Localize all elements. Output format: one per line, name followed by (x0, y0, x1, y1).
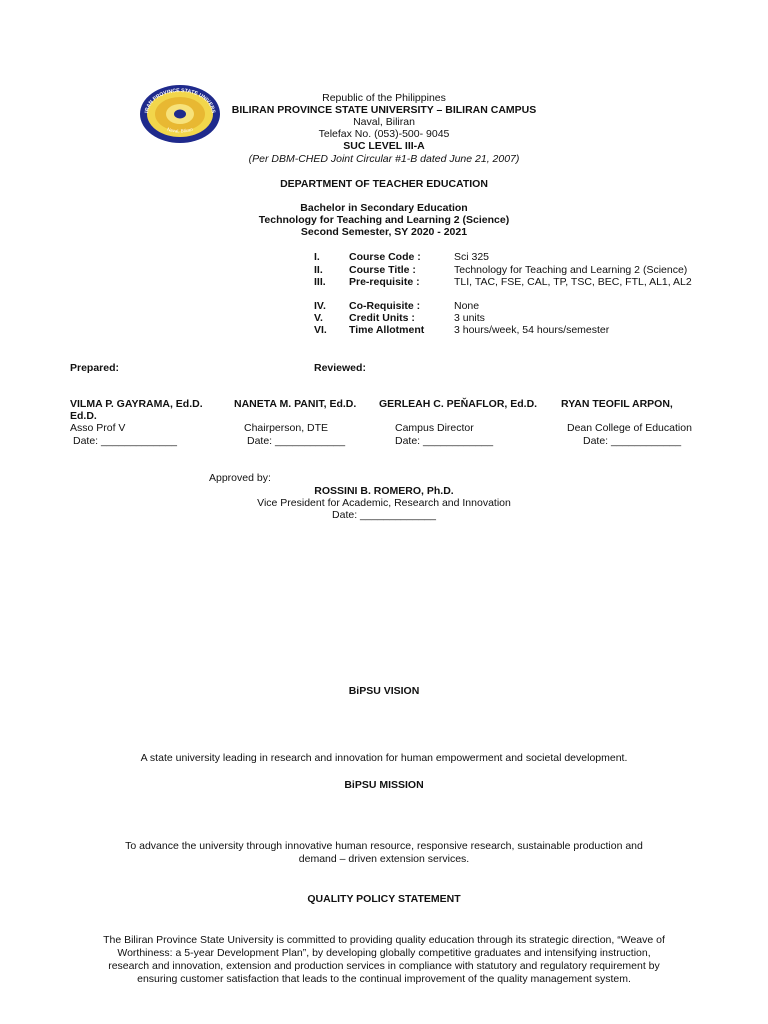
quality-text-line3: research and innovation, extension and production services in compliance with statutory and regulatory requirement by (108, 960, 660, 972)
date-line: Date: ____________ (247, 435, 346, 447)
signatory-title: Campus Director (395, 422, 474, 434)
date-line: Date: _____________ (73, 435, 177, 447)
row-label: Course Code : (349, 251, 421, 263)
course-row-time-allotment (314, 324, 734, 336)
vision-text: A state university leading in research and innovation for human empowerment and societal development. (140, 752, 628, 764)
row-number: V. (314, 312, 323, 324)
prepared-label: Prepared: (70, 362, 120, 374)
vision-heading: BiPSU VISION (348, 685, 420, 697)
svg-text:BILIRAN PROVINCE STATE UNIVERS: IRAN PROVINCE STATE UNIVERS (144, 87, 217, 114)
mission-text-line1: To advance the university through innovative human resource, responsive research, sustainable production and (125, 840, 643, 852)
quality-text-line4: ensuring customer satisfaction that leads to the continual improvement of the quality management system. (137, 973, 631, 985)
row-value: TLI, TAC, FSE, CAL, TP, TSC, BEC, FTL, AL1, AL2 (454, 276, 692, 288)
row-value: Technology for Teaching and Learning 2 (Science) (454, 264, 688, 276)
signatory-title: Dean College of Education (567, 422, 692, 434)
row-label: Course Title : (349, 264, 416, 276)
header-location: Naval, Biliran (353, 116, 415, 128)
row-number: III. (314, 276, 326, 288)
course-row-title (314, 264, 734, 276)
date-line: Date: _____________ (332, 509, 436, 521)
approved-label: Approved by: (209, 472, 271, 484)
signatory-title: Chairperson, DTE (244, 422, 329, 434)
header-suc-level: SUC LEVEL III-A (343, 140, 425, 152)
row-number: IV. (314, 300, 326, 312)
row-label: Time Allotment (349, 324, 425, 336)
row-label: Pre-requisite : (349, 276, 420, 288)
program-title: Bachelor in Secondary Education (300, 202, 468, 214)
signatory-name: RYAN TEOFIL ARPON, (561, 398, 673, 410)
row-label: Co-Requisite : (349, 300, 421, 312)
header-telefax: Telefax No. (053)-500- 9045 (318, 128, 450, 140)
row-value: None (454, 300, 480, 312)
course-row-credit-units (314, 312, 734, 324)
course-row-code (314, 251, 734, 263)
svg-text:Naval, Biliran: Naval, Biliran (166, 126, 194, 134)
course-row-prerequisite (314, 276, 734, 288)
course-row-corequisite (314, 300, 734, 312)
signatory-name: NANETA M. PANIT, Ed.D. (234, 398, 357, 410)
row-value: Sci 325 (454, 251, 490, 263)
signatory-title: Asso Prof V (70, 422, 126, 434)
quality-heading: QUALITY POLICY STATEMENT (307, 893, 461, 905)
mission-heading: BiPSU MISSION (344, 779, 424, 791)
semester-title: Second Semester, SY 2020 - 2021 (300, 226, 468, 238)
row-number: II. (314, 264, 323, 276)
header-republic: Republic of the Philippines (322, 92, 446, 104)
department-title: DEPARTMENT OF TEACHER EDUCATION (280, 178, 488, 190)
header-circular: (Per DBM-CHED Joint Circular #1-B dated June 21, 2007) (248, 153, 520, 165)
signatory-name-continued: Ed.D. (70, 410, 97, 422)
signatory-name: VILMA P. GAYRAMA, Ed.D. (70, 398, 203, 410)
row-value: 3 hours/week, 54 hours/semester (454, 324, 610, 336)
date-line: Date: ____________ (395, 435, 494, 447)
row-number: VI. (314, 324, 327, 336)
mission-text-line2: demand – driven extension services. (298, 853, 470, 865)
signatory-name: GERLEAH C. PEŇAFLOR, Ed.D. (379, 398, 538, 410)
course-name-title: Technology for Teaching and Learning 2 (Science) (258, 214, 510, 226)
quality-text-line2: Worthiness: a 5-year Development Plan”, by developing globally competitive graduates and intensifying instruction, (117, 947, 651, 959)
approver-title: Vice President for Academic, Research and Innovation (257, 497, 511, 509)
reviewed-label: Reviewed: (314, 362, 366, 374)
row-number: I. (314, 251, 320, 263)
row-label: Credit Units : (349, 312, 415, 324)
approver-name: ROSSINI B. ROMERO, Ph.D. (314, 485, 454, 497)
quality-text-line1: The Biliran Province State University is committed to providing quality education through its strategic direction, “Weave of (103, 934, 665, 946)
header-university: BILIRAN PROVINCE STATE UNIVERSITY – BILIRAN CAMPUS (231, 104, 537, 116)
row-value: 3 units (454, 312, 485, 324)
date-line: Date: ____________ (583, 435, 682, 447)
